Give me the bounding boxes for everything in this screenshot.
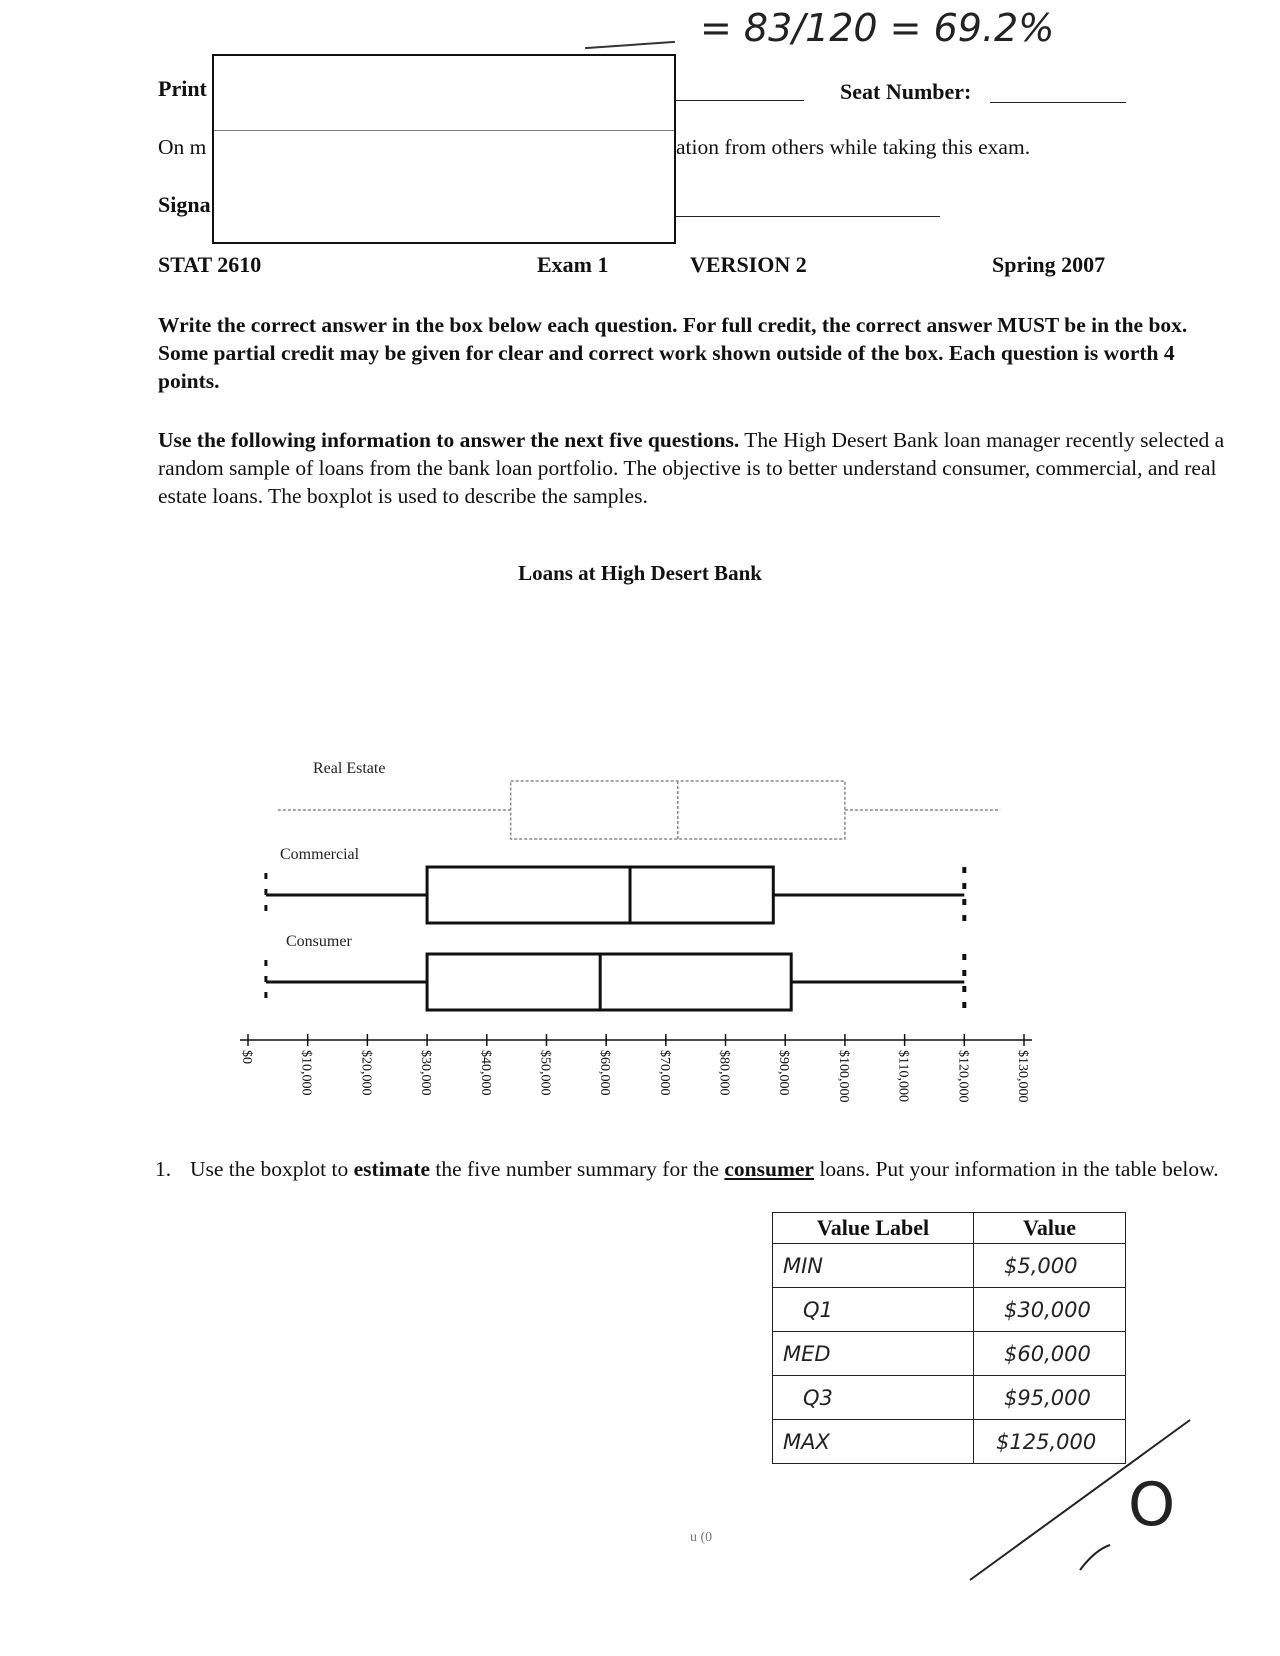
seat-number-line[interactable] xyxy=(990,102,1126,103)
table-row xyxy=(773,1332,1126,1376)
footer-mark: u (0 xyxy=(690,1530,713,1545)
exam-label: Exam 1 xyxy=(537,252,609,277)
q-underline: consumer xyxy=(724,1157,814,1181)
chart-title: Loans at High Desert Bank xyxy=(518,561,762,585)
consumer-box xyxy=(427,954,791,1010)
x-tick-label: $90,000 xyxy=(776,1050,792,1096)
x-tick-label: $120,000 xyxy=(955,1050,971,1103)
row-value-q1[interactable]: $30,000 xyxy=(974,1288,1126,1332)
intro-paragraph xyxy=(158,426,1238,510)
print-label: Print xyxy=(158,76,207,101)
redaction-inner-line xyxy=(214,130,674,131)
real-estate-label: Real Estate xyxy=(313,760,386,777)
x-tick-label: $40,000 xyxy=(477,1050,493,1096)
handwritten-stroke xyxy=(585,41,675,49)
x-tick-label: $100,000 xyxy=(835,1050,851,1103)
q-pre: Use the boxplot to xyxy=(190,1157,354,1181)
redaction-box xyxy=(212,54,676,244)
commercial-box xyxy=(427,867,773,923)
table-header-row xyxy=(773,1213,1126,1244)
consumer-label: Consumer xyxy=(286,933,352,950)
honor-statement-start: On m xyxy=(158,135,207,159)
row-value-min[interactable]: $5,000 xyxy=(974,1244,1126,1288)
q-bold: estimate xyxy=(353,1157,431,1181)
score-zero: O xyxy=(1128,1470,1176,1540)
row-label-max[interactable]: MAX xyxy=(773,1420,974,1464)
signature-line[interactable] xyxy=(676,216,940,217)
instructions: Write the correct answer in the box below each question. For full credit, the correct answer MUST be in the box. Some partial credit may be given for clear and correct work shown outside of the box. Each question is worth 4 points. xyxy=(158,313,1188,393)
table-row xyxy=(773,1244,1126,1288)
x-tick-label: $80,000 xyxy=(716,1050,732,1096)
header-value-label: Value Label xyxy=(773,1213,974,1244)
row-value-med[interactable]: $60,000 xyxy=(974,1332,1126,1376)
intro-text: The High Desert Bank loan manager recently selected a random sample of loans from the bank loan portfolio. The objective is to better understand consumer, commercial, and real estate loans. The boxplot is used to describe the samples. xyxy=(158,428,1225,508)
header-value: Value xyxy=(974,1213,1126,1244)
x-tick-label: $0 xyxy=(239,1050,254,1064)
x-tick-label: $70,000 xyxy=(656,1050,672,1096)
x-tick-label: $130,000 xyxy=(1015,1050,1030,1103)
commercial-label: Commercial xyxy=(280,846,360,863)
print-name-line[interactable] xyxy=(672,100,804,101)
boxplot-chart xyxy=(0,760,1280,1110)
x-tick-label: $60,000 xyxy=(597,1050,613,1096)
row-value-q3[interactable]: $95,000 xyxy=(974,1376,1126,1420)
version-label: VERSION 2 xyxy=(690,252,807,277)
signature-label: Signa xyxy=(158,192,211,217)
honor-statement-end: ation from others while taking this exam. xyxy=(676,135,1031,159)
row-label-q1[interactable]: Q1 xyxy=(773,1288,974,1332)
question-text xyxy=(190,1157,1230,1181)
x-tick-label: $20,000 xyxy=(358,1050,374,1096)
handwritten-score: = 83/120 = 69.2% xyxy=(700,6,1055,50)
row-label-min[interactable]: MIN xyxy=(773,1244,974,1288)
seat-label: Seat Number: xyxy=(840,79,972,104)
course-label: STAT 2610 xyxy=(158,252,262,277)
x-tick-label: $110,000 xyxy=(895,1050,911,1102)
x-tick-label: $50,000 xyxy=(537,1050,553,1096)
x-tick-label: $10,000 xyxy=(298,1050,314,1096)
x-tick-label: $30,000 xyxy=(418,1050,434,1096)
q-mid: the five number summary for the xyxy=(430,1157,725,1181)
row-value-max[interactable]: $125,000 xyxy=(974,1420,1126,1464)
row-label-med[interactable]: MED xyxy=(773,1332,974,1376)
real-estate-box xyxy=(511,781,845,839)
question-number: 1. xyxy=(155,1157,172,1181)
term-label: Spring 2007 xyxy=(992,252,1106,277)
row-label-q3[interactable]: Q3 xyxy=(773,1376,974,1420)
intro-bold: Use the following information to answer the next five questions. xyxy=(158,428,740,452)
table-row xyxy=(773,1288,1126,1332)
q-post: loans. Put your information in the table below. xyxy=(813,1157,1219,1181)
